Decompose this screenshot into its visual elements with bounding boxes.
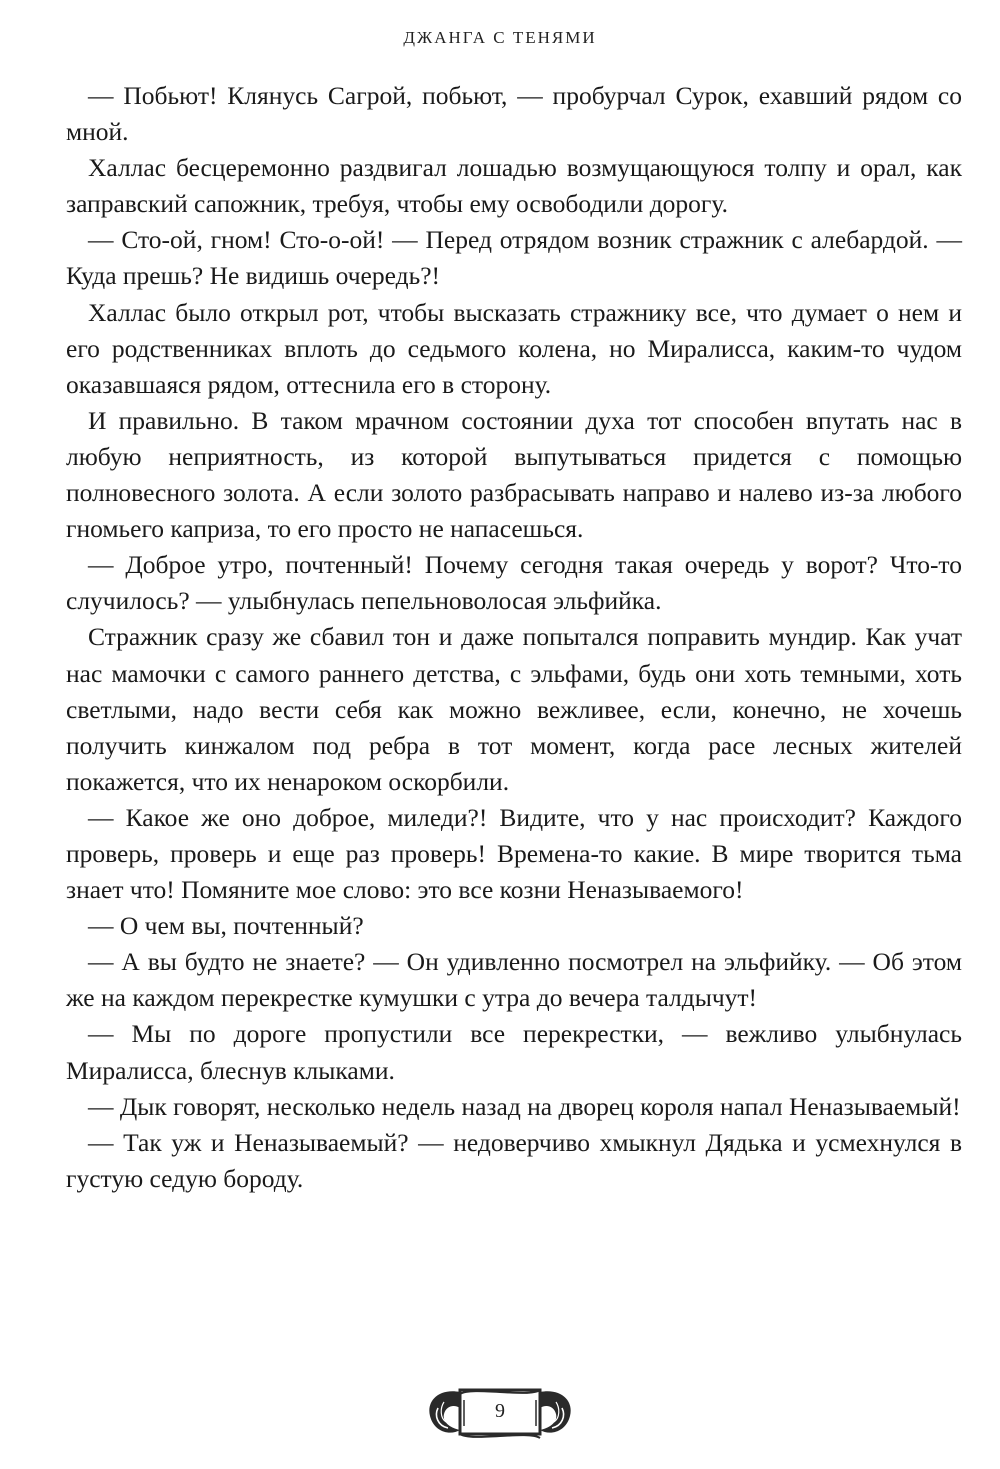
paragraph: Халлас бесцеремонно раздвигал лошадью возмущающуюся толпу и орал, как заправский сапожник, требуя, чтобы ему освободили дорогу. [66,153,962,219]
paragraph: — Мы по дороге пропустили все перекрестки, — вежливо улыбнулась Миралисса, блеснув клыками. [66,1019,962,1085]
page-number-scroll [420,1378,580,1450]
paragraph: Халлас было открыл рот, чтобы высказать стражнику все, что думает о нем и его родственниках вплоть до седьмого колена, но Миралисса, каким-то чудом оказавшаяся рядом, оттеснила его в сторону. [66,297,962,399]
paragraph: — А вы будто не знаете? — Он удивленно посмотрел на эльфийку. — Об этом же на каждом перекрестке кумушки с утра до вечера талдычут! [66,947,962,1013]
paragraph: Стражник сразу же сбавил тон и даже попытался поправить мундир. Как учат нас мамочки с самого раннего детства, с эльфами, будь они хоть темными, хоть светлыми, надо вести себя как можно вежливее, если, конечно, не хочешь получить кинжалом под ребра в тот момент, когда расе лесных жителей покажется, что их ненароком оскорбили. [66,622,962,796]
paragraph: — Какое же оно доброе, миледи?! Видите, что у нас происходит? Каждого проверь, проверь и еще раз проверь! Времена-то какие. В мире творится тьма знает что! Помяните мое слово: это все козни Неназываемого! [66,802,962,905]
paragraph: — Дык говорят, несколько недель назад на дворец короля напал Неназываемый! [88,1091,961,1121]
paragraph: — Доброе утро, почтенный! Почему сегодня такая очередь у ворот? Что-то случилось? — улыбнулась пепельноволосая эльфийка. [66,550,962,616]
paragraph: И правильно. В таком мрачном состоянии духа тот способен впутать нас в любую неприятность, из которой выпутываться придется с помощью полновесного золота. А если золото разбрасывать направо и налево из-за любого гномьего каприза, то его просто не напасешься. [66,405,962,544]
paragraph: — О чем вы, почтенный? [88,911,364,941]
paragraph: — Сто-ой, гном! Сто-о-ой! — Перед отрядом возник стражник с алебардой. — Куда прешь? Не видишь очередь?! [66,225,962,291]
body-text [66,78,962,1197]
running-title: ДЖАНГА С ТЕНЯМИ [403,28,597,47]
paragraph: — Так уж и Неназываемый? — недоверчиво хмыкнул Дядька и усмехнулся в густую седую бороду. [66,1127,962,1193]
page-number: 9 [495,1400,505,1422]
paragraph: — Побьют! Клянусь Сагрой, побьют, — пробурчал Сурок, ехавший рядом со мной. [66,81,962,147]
